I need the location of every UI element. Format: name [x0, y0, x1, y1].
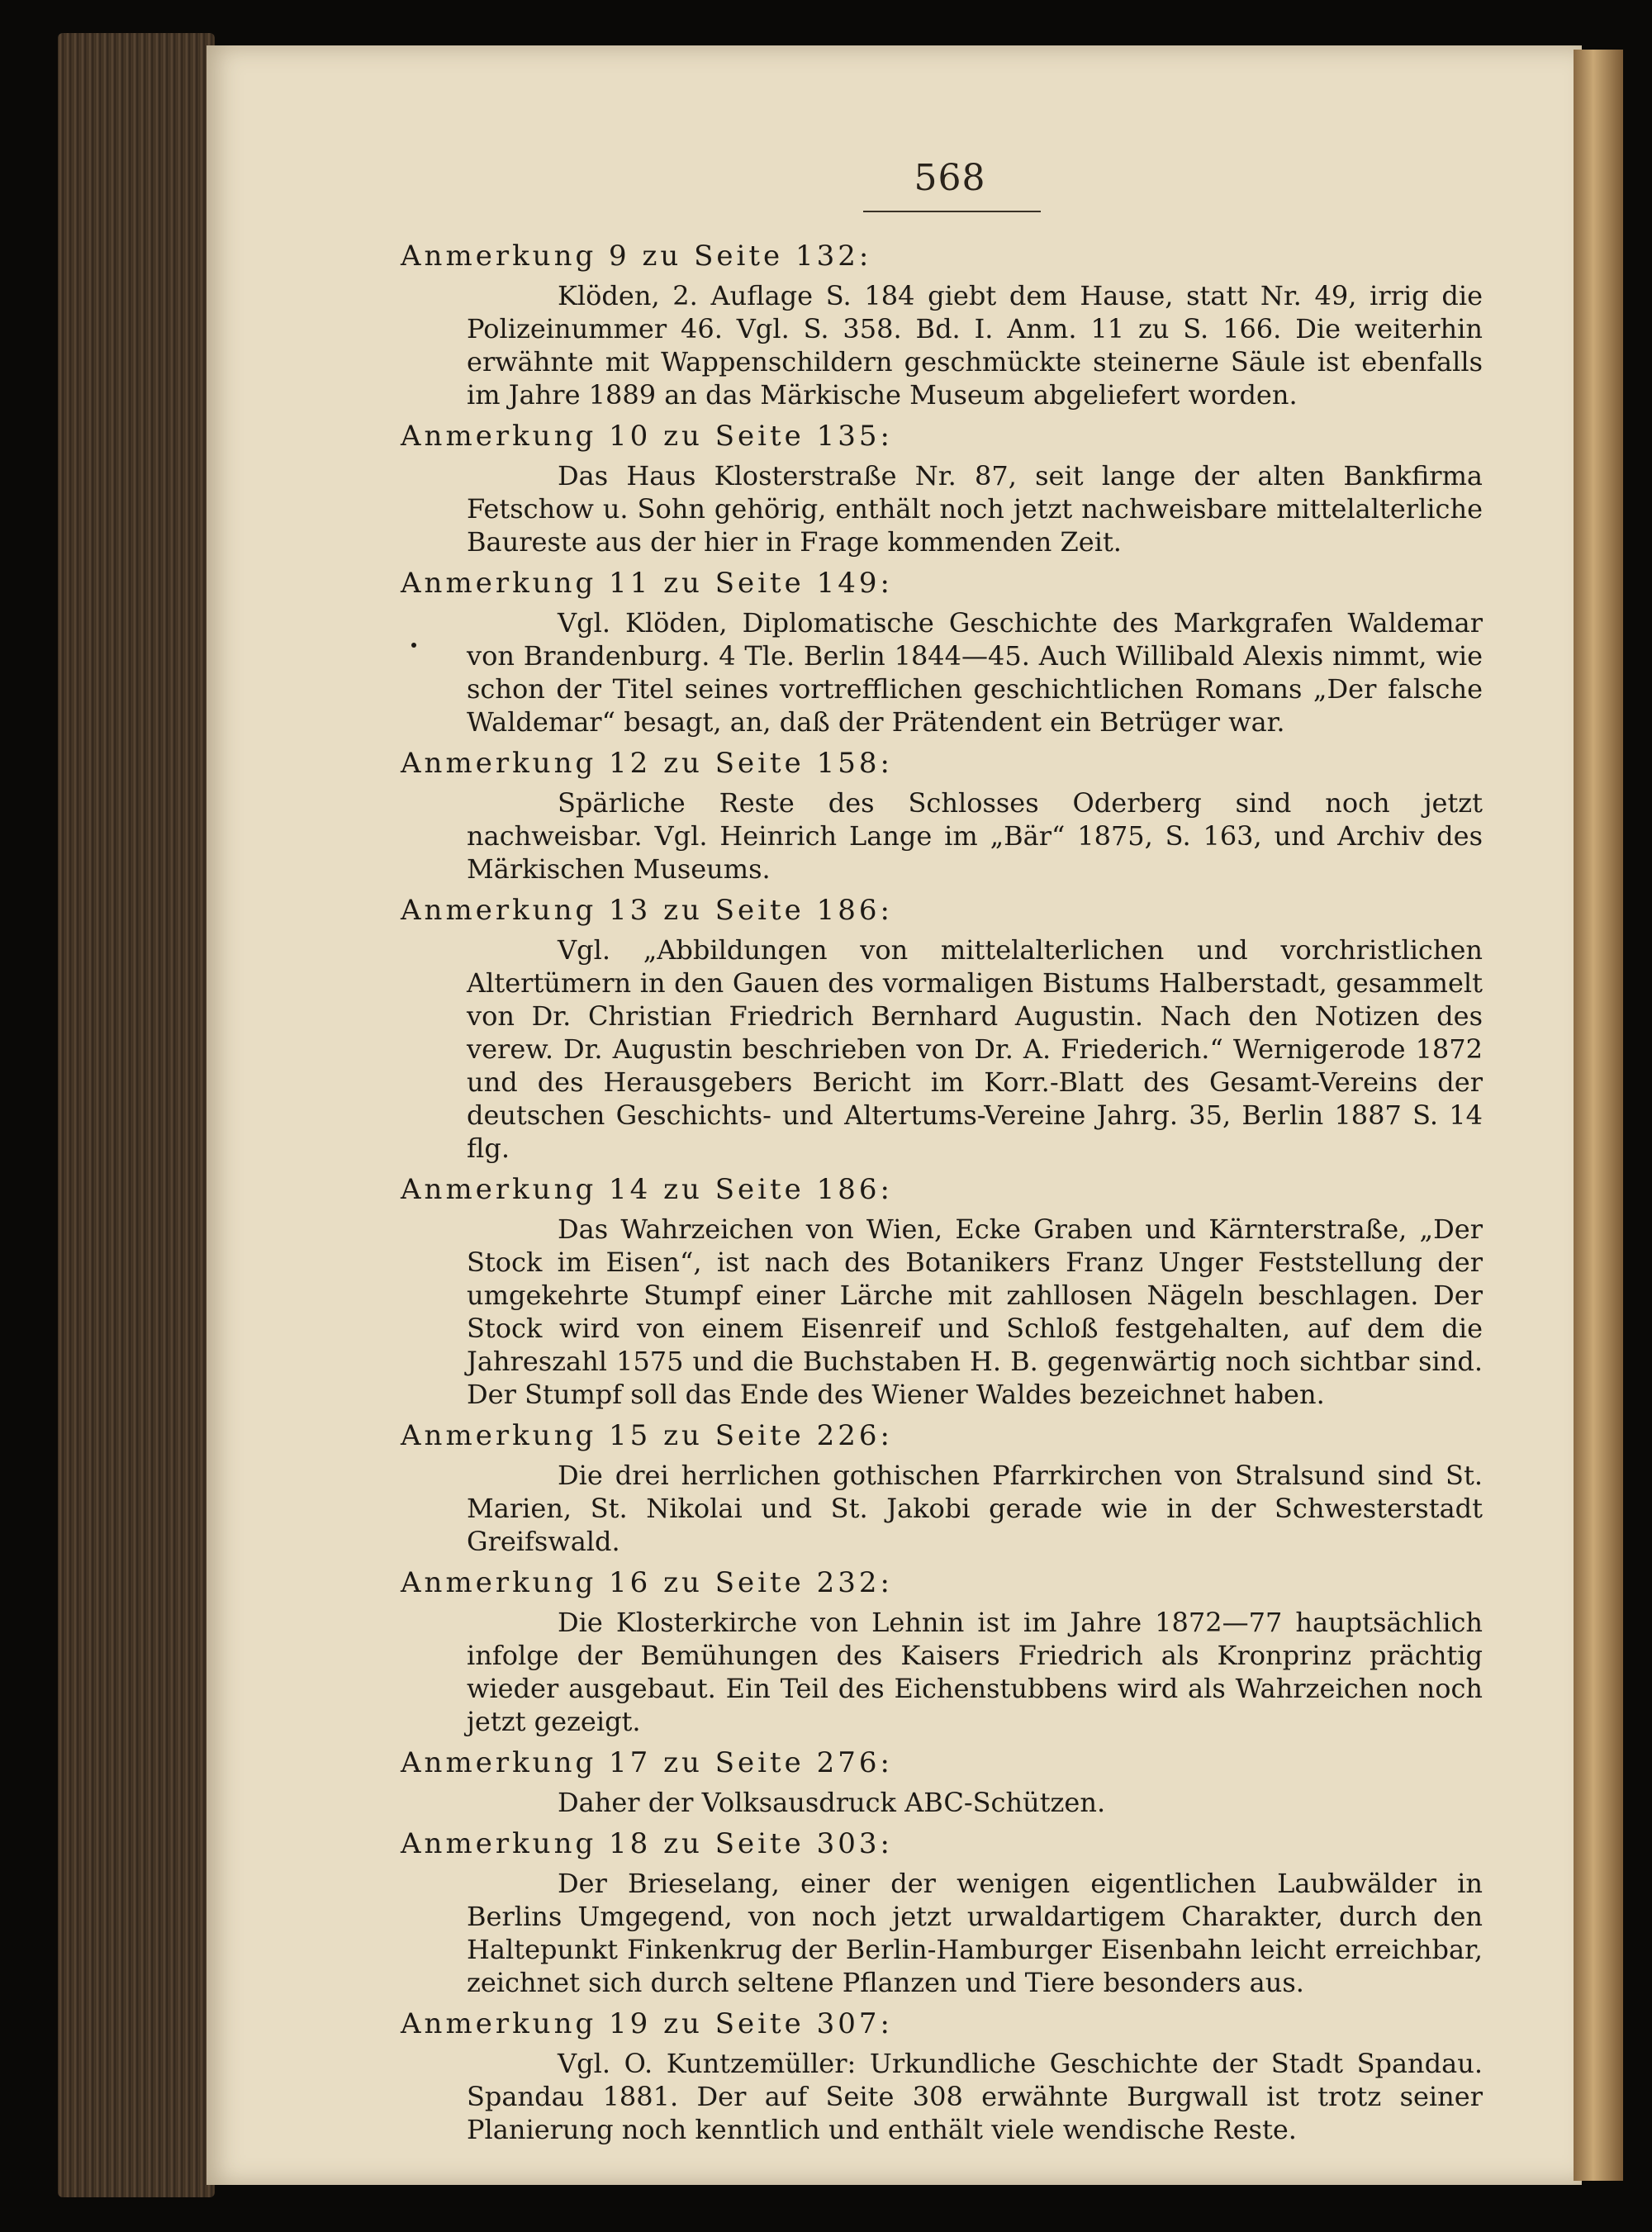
page-number-rule	[863, 211, 1041, 212]
note-18	[401, 1827, 1483, 1999]
note-heading: Anmerkung 16 zu Seite 232:	[401, 1566, 893, 1599]
note-heading: Anmerkung 9 zu Seite 132:	[401, 240, 872, 273]
note-text: Das Haus Klosterstraße Nr. 87, seit lange der alten Bankfirma Fetschow u. Sohn gehörig, enthält noch jetzt nachweisbare mittelalterliche Baureste aus der hier in Frage kommenden Zeit.	[467, 460, 1483, 558]
note-text: Der Brieselang, einer der wenigen eigentlichen Laubwälder in Berlins Umgegend, von noch jetzt urwaldartigem Charakter, durch den Haltepunkt Finkenkrug der Berlin-Hamburger Eisenbahn leicht erreichbar, zeichnet sich durch seltene Pflanzen und Tiere besonders aus.	[467, 1868, 1483, 1998]
note-13	[401, 894, 1483, 1165]
note-text: Das Wahrzeichen von Wien, Ecke Graben und Kärnterstraße, „Der Stock im Eisen“, ist nach des Botanikers Franz Unger Feststellung der umgekehrte Stumpf einer Lärche mit zahllosen Nägeln beschlagen. Der Stock wird von einem Eisenreif und Schloß festgehalten, auf dem die Jahreszahl 1575 und die Buchstaben H. B. gegenwärtig noch sichtbar sind. Der Stumpf soll das Ende des Wiener Waldes bezeichnet haben.	[467, 1213, 1483, 1410]
note-heading: Anmerkung 10 zu Seite 135:	[401, 420, 893, 453]
note-heading: Anmerkung 18 zu Seite 303:	[401, 1827, 893, 1860]
note-heading: Anmerkung 19 zu Seite 307:	[401, 2007, 893, 2040]
book-spine-edge	[58, 33, 215, 2197]
note-11	[401, 567, 1483, 738]
note-text: Die Klosterkirche von Lehnin ist im Jahre 1872—77 hauptsächlich infolge der Bemühungen des Kaisers Friedrich als Kronprinz prächtig wieder ausgebaut. Ein Teil des Eichenstubbens wird als Wahrzeichen noch jetzt gezeigt.	[467, 1607, 1483, 1737]
note-14	[401, 1173, 1483, 1411]
note-heading: Anmerkung 12 zu Seite 158:	[401, 747, 893, 780]
note-text: Die drei herrlichen gothischen Pfarrkirchen von Stralsund sind St. Marien, St. Nikolai und St. Jakobi gerade wie in der Schwesterstadt Greifswald.	[467, 1460, 1483, 1557]
note-text: Vgl. Klöden, Diplomatische Geschichte des Markgrafen Waldemar von Brandenburg. 4 Tle. Berlin 1844—45. Auch Willibald Alexis nimmt, wie schon der Titel seines vortrefflichen geschichtlichen Romans „Der falsche Waldemar“ besagt, an, daß der Prätendent ein Betrüger war.	[467, 607, 1483, 738]
note-19	[401, 2007, 1483, 2146]
note-15	[401, 1419, 1483, 1558]
note-17	[401, 1746, 1483, 1819]
note-10	[401, 420, 1483, 558]
note-heading: Anmerkung 13 zu Seite 186:	[401, 894, 893, 927]
note-heading: Anmerkung 14 zu Seite 186:	[401, 1173, 893, 1206]
note-text: Daher der Volksausdruck ABC-Schützen.	[558, 1787, 1106, 1818]
note-16	[401, 1566, 1483, 1738]
notes-list	[401, 240, 1483, 2154]
note-heading: Anmerkung 11 zu Seite 149:	[401, 567, 893, 600]
note-heading: Anmerkung 17 zu Seite 276:	[401, 1746, 893, 1779]
note-text: Spärliche Reste des Schlosses Oderberg sind noch jetzt nachweisbar. Vgl. Heinrich Lange im „Bär“ 1875, S. 163, und Archiv des Märkischen Museums.	[467, 787, 1483, 885]
note-text: Vgl. O. Kuntzemüller: Urkundliche Geschichte der Stadt Spandau. Spandau 1881. Der auf Seite 308 erwähnte Burgwall ist trotz seiner Planierung noch kenntlich und enthält viele wendische Reste.	[467, 2048, 1483, 2145]
page-number: 568	[914, 157, 986, 199]
next-page-edge	[1574, 50, 1623, 2181]
note-text: Vgl. „Abbildungen von mittelalterlichen und vorchristlichen Altertümern in den Gauen des vormaligen Bistums Halberstadt, gesammelt von Dr. Christian Friedrich Bernhard Augustin. Nach den Notizen des verew. Dr. Augustin beschrieben von Dr. A. Friederich.“ Wernigerode 1872 und des Herausgebers Bericht im Korr.-Blatt des Gesamt-Vereins der deutschen Geschichts- und Altertums-Vereine Jahrg. 35, Berlin 1887 S. 14 flg.	[467, 934, 1483, 1164]
note-12	[401, 747, 1483, 886]
note-9	[401, 240, 1483, 411]
note-text: Klöden, 2. Auflage S. 184 giebt dem Hause, statt Nr. 49, irrig die Polizeinummer 46. Vgl. S. 358. Bd. I. Anm. 11 zu S. 166. Die weiterhin erwähnte mit Wappenschildern geschmückte steinerne Säule ist ebenfalls im Jahre 1889 an das Märkische Museum abgeliefert worden.	[467, 280, 1483, 411]
note-heading: Anmerkung 15 zu Seite 226:	[401, 1419, 893, 1452]
